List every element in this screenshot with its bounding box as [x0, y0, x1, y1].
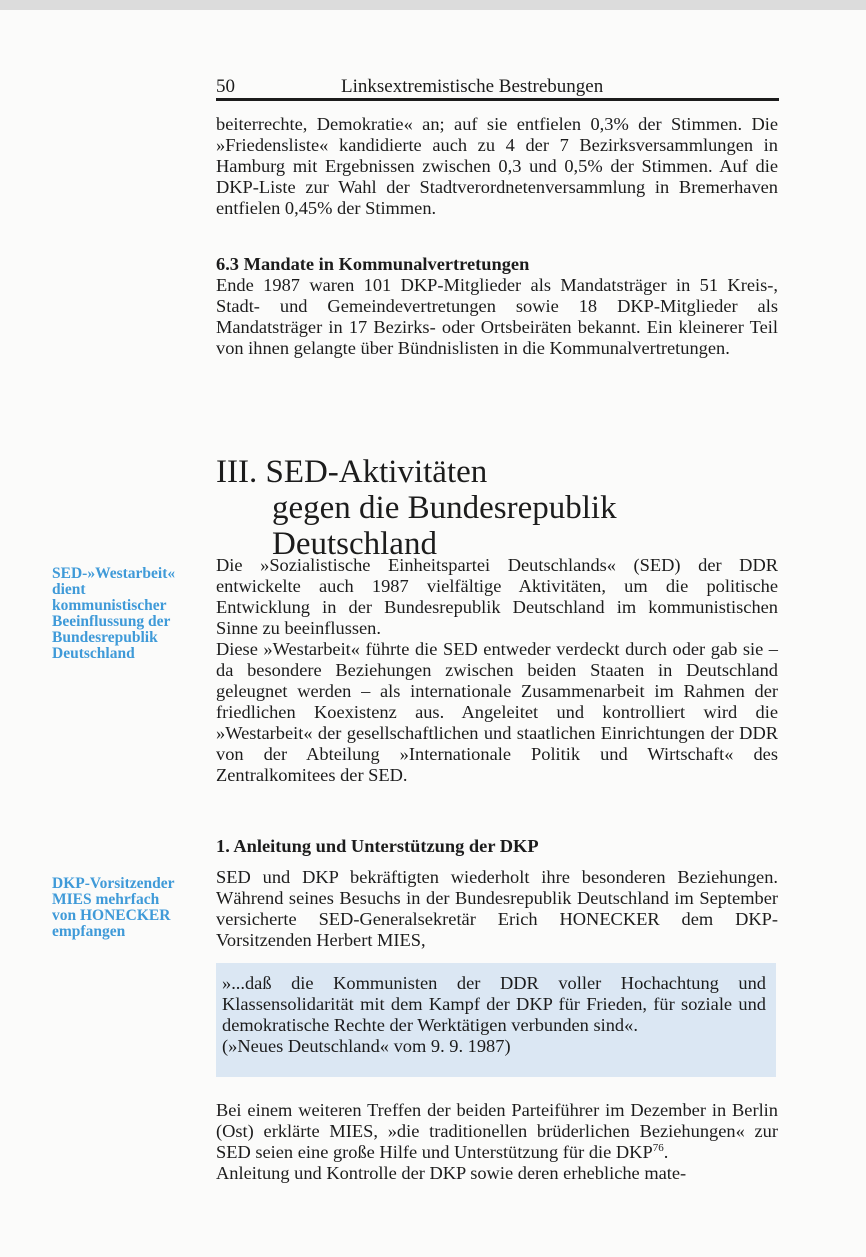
sed-paragraph-2: Diese »Westarbeit« führte die SED entweder verdeckt durch oder gab sie – da besondere Beziehungen zwischen beiden Staaten in Deutschland geleugnet werden – als internationale Zusammenarbeit im Rahmen der friedlichen Koexistenz aus. Angeleitet und kontrolliert wird die »Westarbeit« der gesellschaftlichen und staatlichen Einrichtungen der DDR von der Abteilung »Internationale Politik und Wirtschaft« des Zentralkomitees der SED.: [216, 639, 778, 785]
margin-note-honecker: DKP-Vorsitzender MIES mehrfach von HONECKER empfangen: [52, 875, 175, 940]
page-header: [216, 76, 776, 98]
quote-source: (»Neues Deutschland« vom 9. 9. 1987): [222, 1036, 511, 1056]
chapter-title-line2: gegen die Bundesrepublik Deutschland: [272, 490, 617, 562]
quote-text: »...daß die Kommunisten der DDR voller Hochachtung und Klassensolidarität mit dem Kampf der DKP für Frieden, für soziale und demokratische Rechte der Werktätigen verbunden sind«.: [222, 973, 766, 1035]
paragraph-election-results: beiterrechte, Demokratie« an; auf sie entfielen 0,3% der Stimmen. Die »Friedensliste« kandidierte auch zu 4 der 7 Bezirksversammlungen in Hamburg mit Ergebnissen zwischen 0,3 und 0,5% der Stimmen. Auf die DKP-Liste zur Wahl der Stadtverordnetenversammlung in Bremerhaven entfielen 0,45% der Stimmen.: [216, 114, 778, 218]
chapter-title: [216, 454, 776, 562]
quote-content: [222, 973, 766, 1057]
december-meeting-text: Bei einem weiteren Treffen der beiden Parteiführer im Dezember in Berlin (Ost) erklärte MIES, »die traditionellen brüderlichen Beziehungen« zur SED seien eine große Hilfe und Unterstützung für die DKP: [216, 1100, 778, 1162]
header-rule: [216, 98, 779, 101]
page-number: 50: [216, 76, 235, 97]
sed-paragraphs: [216, 555, 778, 786]
footnote-marker: 76: [652, 1141, 664, 1154]
section-1: [216, 836, 778, 951]
section-6-3: [216, 254, 778, 359]
quote-box: [216, 963, 776, 1077]
section-6-3-text: Ende 1987 waren 101 DKP-Mitglieder als Mandatsträger in 51 Kreis-, Stadt- und Gemeindevertretungen sowie 18 DKP-Mitglieder als Mandatsträger in 17 Bezirks- oder Ortsbeiräten bekannt. Ein kleinerer Teil von ihnen gelangte über Bündnislisten in die Kommunalvertretungen.: [216, 275, 778, 358]
scan-top-band: [0, 0, 866, 10]
running-title: Linksextremistische Bestrebungen: [341, 76, 604, 97]
paragraph-december-meeting: Bei einem weiteren Treffen der beiden Parteiführer im Dezember in Berlin (Ost) erklärte MIES, »die traditionellen brüderlichen Beziehungen« zur SED seien eine große Hilfe und Unterstützung für die DKP$^{76}$. Anleitung und Kontrolle der DKP sowie deren erhebliche mate-: [216, 1100, 778, 1183]
last-line: Anleitung und Kontrolle der DKP sowie deren erhebliche mate-: [216, 1163, 687, 1183]
section-1-heading: 1. Anleitung und Unterstützung der DKP: [216, 836, 539, 856]
section-1-text: SED und DKP bekräftigten wiederholt ihre besonderen Beziehungen. Während seines Besuchs in der Bundesrepublik Deutschland im September versicherte SED-Generalsekretär Erich HONECKER dem DKP-Vorsitzenden Herbert MIES,: [216, 867, 778, 950]
chapter-title-line1: III. SED-Aktivitäten: [216, 454, 488, 490]
sed-paragraph-1: Die »Sozialistische Einheitspartei Deutschlands« (SED) der DDR entwickelte auch 1987 vielfältige Aktivitäten, um die politische Entwicklung in der Bundesrepublik Deutschland im kommunistischen Sinne zu beeinflussen.: [216, 555, 778, 638]
margin-note-westarbeit: SED-»Westarbeit« dient kommunistischer Beeinflussung der Bundesrepublik Deutschland: [52, 565, 176, 662]
section-6-3-heading: 6.3 Mandate in Kommunalvertretungen: [216, 254, 530, 274]
